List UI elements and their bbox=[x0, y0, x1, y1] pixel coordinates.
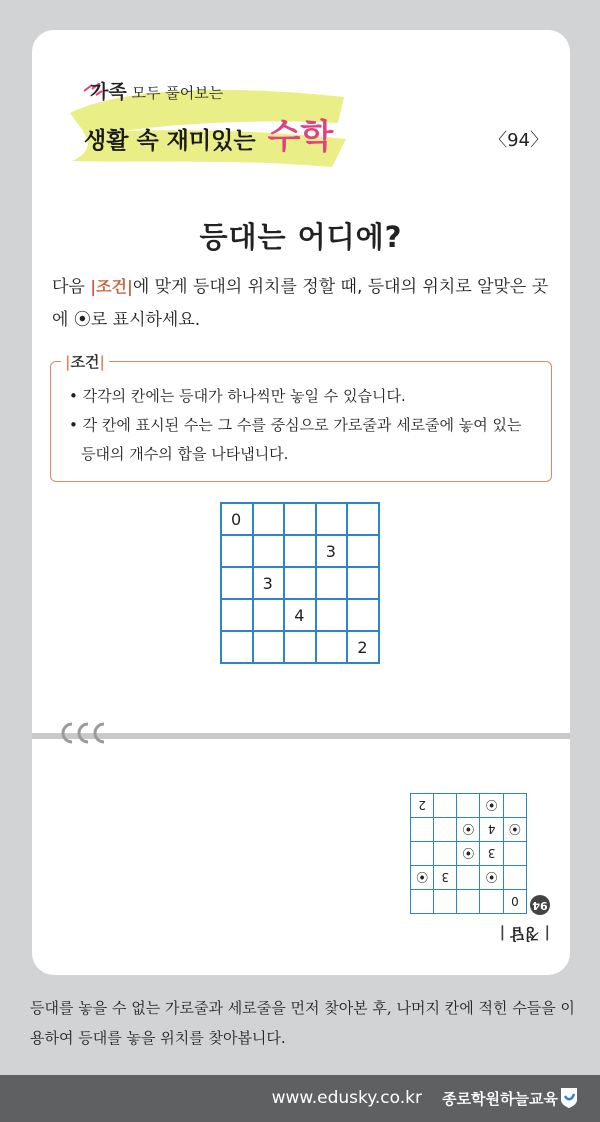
grid-cell[interactable]: 4 bbox=[284, 599, 316, 631]
binding-rings-icon bbox=[56, 720, 116, 746]
answer-cell: 0 bbox=[503, 890, 526, 914]
answer-cell bbox=[457, 866, 480, 890]
condition-item: • 각 칸에 표시된 수는 그 수를 중심으로 가로줄과 세로줄에 놓여 있는 등대의 개수의 합을 나타냅니다. bbox=[69, 416, 522, 463]
footer-bar bbox=[0, 1075, 600, 1122]
grid-cell[interactable] bbox=[316, 567, 348, 599]
brand-line-1 bbox=[90, 77, 223, 104]
grid-cell[interactable] bbox=[316, 503, 348, 535]
grid-cell[interactable] bbox=[347, 503, 379, 535]
grid-row bbox=[221, 503, 379, 535]
brand-math: 수학 bbox=[267, 117, 334, 157]
grid-cell[interactable]: 3 bbox=[253, 567, 285, 599]
condition-item: • 각각의 칸에는 등대가 하나씩만 놓일 수 있습니다. bbox=[69, 387, 406, 405]
grid-cell[interactable] bbox=[221, 599, 253, 631]
desc-before: 다음 bbox=[52, 277, 91, 297]
grid-cell[interactable] bbox=[316, 631, 348, 663]
answer-cell: ⦿ bbox=[480, 794, 503, 818]
answer-row bbox=[411, 866, 527, 890]
brand-fun-life: 생활 속 재미있는 bbox=[84, 127, 256, 154]
answer-label: | 정답 | bbox=[499, 925, 550, 943]
brand-family: 가족 bbox=[90, 81, 127, 103]
org-logo-icon bbox=[560, 1087, 578, 1109]
page-number: 〈94〉 bbox=[489, 130, 548, 151]
brand-logo bbox=[62, 75, 362, 175]
answer-cell bbox=[503, 794, 526, 818]
grid-row bbox=[221, 535, 379, 567]
hint-text: 등대를 놓을 수 없는 가로줄과 세로줄을 먼저 찾아본 후, 나머지 칸에 적힌 수들을 이용하여 등대를 놓을 위치를 찾아봅니다. bbox=[30, 999, 575, 1047]
grid-row bbox=[221, 599, 379, 631]
answer-cell bbox=[503, 866, 526, 890]
answer-cell bbox=[411, 818, 434, 842]
answer-cell: 3 bbox=[434, 866, 457, 890]
answer-cell bbox=[411, 842, 434, 866]
answer-row bbox=[411, 818, 527, 842]
grid-cell[interactable] bbox=[316, 599, 348, 631]
answer-cell: ⦿ bbox=[503, 818, 526, 842]
grid-cell[interactable] bbox=[221, 567, 253, 599]
answer-row bbox=[411, 890, 527, 914]
brand-all-solve: 모두 풀어보는 bbox=[131, 84, 224, 102]
problem-description bbox=[52, 270, 552, 337]
answer-grid bbox=[410, 793, 527, 914]
answer-cell: ⦿ bbox=[480, 866, 503, 890]
grid-cell[interactable] bbox=[253, 503, 285, 535]
grid-cell[interactable] bbox=[253, 599, 285, 631]
answer-row bbox=[411, 842, 527, 866]
answer-cell: 2 bbox=[411, 794, 434, 818]
grid-cell[interactable] bbox=[284, 503, 316, 535]
desc-after: 에 맞게 등대의 위치를 정할 때, 등대의 위치로 알맞은 곳에 ⦿로 표시하세요. bbox=[52, 277, 549, 330]
answer-cell bbox=[411, 890, 434, 914]
answer-cell: ⦿ bbox=[457, 842, 480, 866]
answer-cell: ⦿ bbox=[457, 818, 480, 842]
grid-cell[interactable] bbox=[347, 567, 379, 599]
page-title: 등대는 어디에? bbox=[199, 220, 403, 254]
grid-cell[interactable] bbox=[253, 535, 285, 567]
grid-row bbox=[221, 631, 379, 663]
grid-cell[interactable] bbox=[221, 535, 253, 567]
brand-line-2 bbox=[84, 109, 333, 158]
grid-cell[interactable]: 3 bbox=[316, 535, 348, 567]
answer-cell bbox=[434, 794, 457, 818]
answer-section bbox=[410, 795, 550, 945]
grid-cell[interactable]: 2 bbox=[347, 631, 379, 663]
answer-cell bbox=[457, 794, 480, 818]
grid-row bbox=[221, 567, 379, 599]
answer-cell bbox=[457, 890, 480, 914]
answer-cell: ⦿ bbox=[411, 866, 434, 890]
grid-cell[interactable] bbox=[347, 535, 379, 567]
answer-cell bbox=[434, 842, 457, 866]
answer-number-badge: 94 bbox=[530, 895, 550, 915]
answer-cell: 4 bbox=[480, 818, 503, 842]
grid-cell[interactable] bbox=[284, 567, 316, 599]
answer-cell bbox=[480, 890, 503, 914]
answer-cell bbox=[503, 842, 526, 866]
answer-row bbox=[411, 794, 527, 818]
conditions-box bbox=[50, 353, 552, 482]
grid-cell[interactable] bbox=[253, 631, 285, 663]
footer-org-name: 종로학원하늘교육 bbox=[442, 1090, 558, 1108]
grid-cell[interactable]: 0 bbox=[221, 503, 253, 535]
answer-cell: 3 bbox=[480, 842, 503, 866]
conditions-list bbox=[69, 382, 539, 469]
grid-cell[interactable] bbox=[284, 631, 316, 663]
puzzle-grid bbox=[220, 502, 380, 664]
grid-cell[interactable] bbox=[347, 599, 379, 631]
desc-tag: |조건| bbox=[90, 277, 133, 296]
answer-label-text: 정답 bbox=[510, 925, 540, 943]
answer-cell bbox=[434, 818, 457, 842]
conditions-label: |조건| bbox=[61, 351, 109, 372]
grid-cell[interactable] bbox=[221, 631, 253, 663]
conditions-label-text: 조건 bbox=[70, 353, 100, 371]
card bbox=[32, 30, 570, 975]
answer-cell bbox=[434, 890, 457, 914]
footer-url-link[interactable]: www.edusky.co.kr bbox=[271, 1088, 422, 1108]
grid-cell[interactable] bbox=[284, 535, 316, 567]
